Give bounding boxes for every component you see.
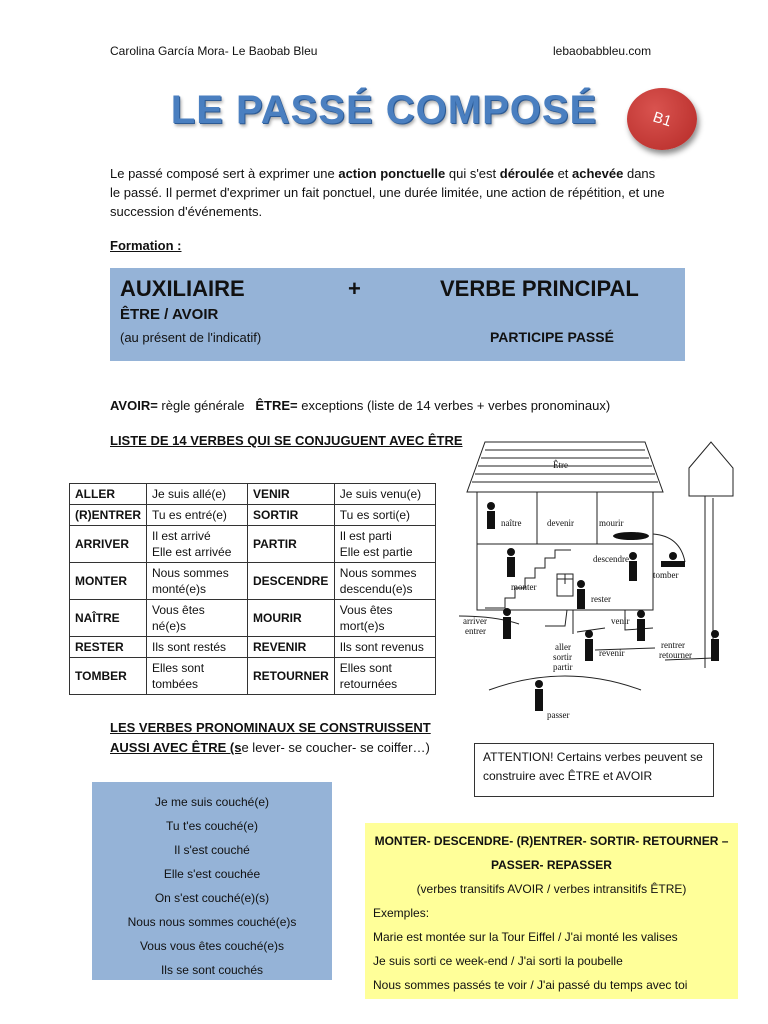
list-title: LISTE DE 14 VERBES QUI SE CONJUGUENT AVEC ÊTRE: [110, 433, 463, 448]
conjugation-cell: Il est parti Elle est partie: [334, 526, 435, 563]
label-sortir: sortir: [553, 652, 572, 662]
page-title: LE PASSÉ COMPOSÉ: [170, 88, 598, 132]
label-descendre: descendre: [593, 554, 629, 564]
conjugation-line: Ils se sont couchés: [160, 963, 264, 977]
verb-cell: MOURIR: [248, 600, 335, 637]
formula-box: [110, 268, 685, 361]
verb-cell: PARTIR: [248, 526, 335, 563]
formula-auxiliaire: AUXILIAIRE: [120, 276, 245, 301]
verb-cell: VENIR: [248, 484, 335, 505]
label-mourir: mourir: [599, 518, 624, 528]
conjugation-cell: Je suis venu(e): [334, 484, 435, 505]
label-partir: partir: [553, 662, 573, 672]
header-site: lebaobabbleu.com: [553, 44, 652, 58]
verb-cell: MONTER: [70, 563, 147, 600]
label-retourner: retourner: [659, 650, 692, 660]
table-row: [70, 505, 436, 526]
conjugation-cell: Ils sont restés: [147, 637, 248, 658]
conjugation-cell: Elles sont retournées: [334, 658, 435, 695]
verb-cell: TOMBER: [70, 658, 147, 695]
formula-etre-avoir: ÊTRE / AVOIR: [120, 306, 219, 323]
conjugation-cell: Tu es sorti(e): [334, 505, 435, 526]
house-diagram: [455, 438, 767, 720]
conjugation-cell: Ils sont revenus: [334, 637, 435, 658]
formation-label: Formation :: [110, 238, 182, 253]
formula-participe: PARTICIPE PASSÉ: [490, 329, 614, 345]
conjugation-line: Tu t'es couché(e): [166, 819, 258, 833]
conjugation-line: Il s'est couché: [174, 843, 250, 857]
conjugation-cell: Tu es entré(e): [147, 505, 248, 526]
yellow-verbs-line1: MONTER- DESCENDRE- (R)ENTRER- SORTIR- RETOURNER –: [374, 834, 729, 848]
verb-cell: RESTER: [70, 637, 147, 658]
verb-cell: ALLER: [70, 484, 147, 505]
conjugation-cell: Vous êtes né(e)s: [147, 600, 248, 637]
label-aller: aller: [555, 642, 571, 652]
verb-cell: (R)ENTRER: [70, 505, 147, 526]
level-badge: B1: [627, 88, 697, 150]
conjugation-line: Je me suis couché(e): [154, 795, 270, 809]
verb-cell: DESCENDRE: [248, 563, 335, 600]
header-author: Carolina García Mora- Le Baobab Bleu: [110, 44, 318, 58]
conjugation-cell: Je suis allé(e): [147, 484, 248, 505]
small-house: [689, 442, 733, 496]
arrow-passer: [489, 676, 641, 690]
verbs-table: [69, 483, 436, 695]
conjugation-cell: Elles sont tombées: [147, 658, 248, 695]
label-rentrer: rentrer: [661, 640, 685, 650]
label-etre: Être: [553, 460, 568, 470]
transitive-verbs-box: [365, 823, 738, 999]
formula-note: (au présent de l'indicatif): [120, 330, 262, 345]
yellow-note: (verbes transitifs AVOIR / verbes intransitifs ÊTRE): [416, 882, 687, 896]
conjugation-cell: Vous êtes mort(e)s: [334, 600, 435, 637]
label-devenir: devenir: [547, 518, 574, 528]
label-arriver: arriver: [463, 616, 487, 626]
conjugation-line: Vous vous êtes couché(e)s: [139, 939, 285, 953]
label-monter: monter: [511, 582, 537, 592]
formula-plus: +: [348, 276, 361, 301]
table-row: [70, 600, 436, 637]
verb-cell: REVENIR: [248, 637, 335, 658]
conjugation-cell: Nous sommes descendu(e)s: [334, 563, 435, 600]
yellow-verbs-line2: PASSER- REPASSER: [491, 858, 612, 872]
intro-paragraph: Le passé composé sert à exprimer une action ponctuelle qui s'est déroulée et achevée dans le passé. Il permet d'exprimer un fait ponctuel, une durée limitée, une action de répétition, et une succession d'événements.: [110, 166, 665, 219]
table-row: [70, 526, 436, 563]
example-3: Nous sommes passés te voir / J'ai passé du temps avec toi: [373, 978, 688, 992]
table-row: [70, 637, 436, 658]
label-entrer: entrer: [465, 626, 486, 636]
formula-verbe: VERBE PRINCIPAL: [440, 276, 639, 301]
attention-box: ATTENTION! Certains verbes peuvent se construire avec ÊTRE et AVOIR: [474, 743, 714, 797]
conjugation-line: Nous nous sommes couché(e)s: [127, 915, 297, 929]
example-1: Marie est montée sur la Tour Eiffel / J'ai monté les valises: [373, 930, 678, 944]
conjugation-box: [92, 782, 332, 980]
table-row: [70, 658, 436, 695]
label-rester: rester: [591, 594, 611, 604]
example-2: Je suis sorti ce week-end / J'ai sorti la poubelle: [373, 954, 623, 968]
label-tomber: tomber: [653, 570, 679, 580]
verb-cell: SORTIR: [248, 505, 335, 526]
label-revenir: revenir: [599, 648, 625, 658]
verb-cell: ARRIVER: [70, 526, 147, 563]
conjugation-cell: Nous sommes monté(e)s: [147, 563, 248, 600]
table-row: [70, 484, 436, 505]
label-naitre: naître: [501, 518, 522, 528]
conjugation-cell: Il est arrivé Elle est arrivée: [147, 526, 248, 563]
table-row: [70, 563, 436, 600]
examples-label: Exemples:: [373, 906, 430, 920]
rule-line: AVOIR= règle générale ÊTRE= exceptions (liste de 14 verbes + verbes pronominaux): [110, 398, 611, 413]
pronominal-title: LES VERBES PRONOMINAUX SE CONSTRUISSENT AUSSI AVEC ÊTRE (se lever- se coucher- se coiffer…): [110, 720, 431, 755]
label-venir: venir: [611, 616, 630, 626]
conjugation-line: On s'est couché(e)(s): [154, 891, 270, 905]
arrow-tomber: [653, 534, 685, 562]
label-passer: passer: [547, 710, 570, 720]
conjugation-line: Elle s'est couchée: [163, 867, 261, 881]
verb-cell: RETOURNER: [248, 658, 335, 695]
verb-cell: NAÎTRE: [70, 600, 147, 637]
